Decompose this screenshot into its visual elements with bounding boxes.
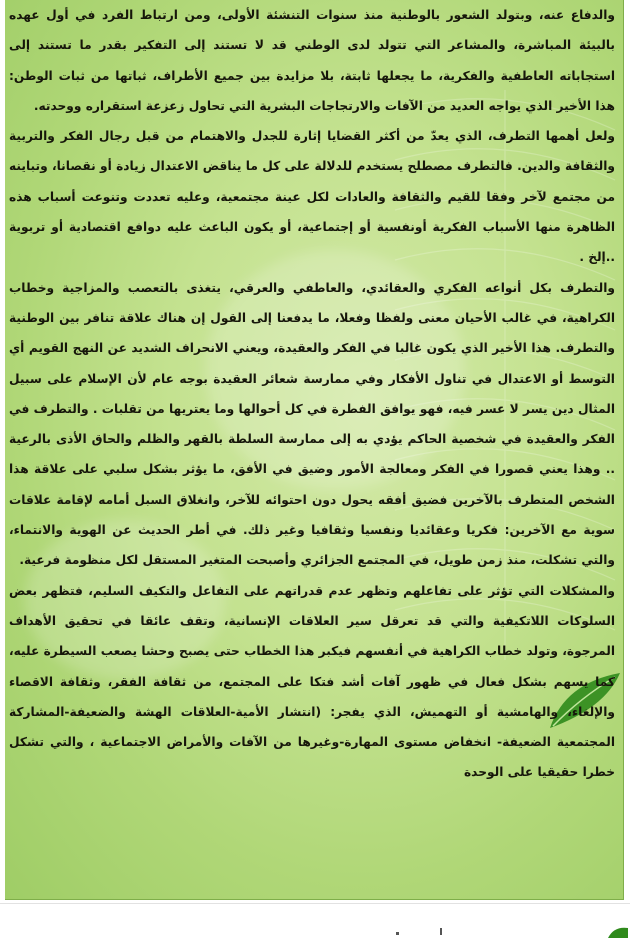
bottom-strip	[0, 903, 630, 938]
paragraph: والمشكلات التي تؤثر على تفاعلهم وتظهر عدم قدراتهم على التفاعل والتكيف السليم، فتظهر بعض السلوكات اللاتكيفية والتي قد تعرقل سير العلاقات الإنسانية، وتقف عائقا في تحقيق الأهداف المرجوة، وتولد خطاب الكراهية في أنفسهم فيكبر هذا الخطاب حتى يصبح وحشا يصعب السيطرة عليه، كما يسهم بشكل فعال في ظهور آفات أشد فتكا على المجتمع، من ثقافة الفقر، وثقافة الاقصاء والإلغاء، والهامشية أو التهميش، الذي يفجر: (انتشار الأمية-العلاقات الهشة والضعيفة-المشاركة المجتمعية الضعيفة- انخفاض مستوى المهارة-وغيرها من الآفات والأمراض الاجتماعية ، والتي تشكل خطرا حقيقيا على الوحدة	[9, 583, 615, 780]
paragraph: والدفاع عنه، وبتولد الشعور بالوطنية منذ سنوات التنشئة الأولى، ومن ارتباط الفرد في أول عهده بالبيئة المباشرة، والمشاعر التي تتولد لدى الوطني قد لا تستند إلى التفكير بقدر ما تستند إلى استجاباته العاطفية والفكرية، ما يجعلها ثابتة، بلا مزايدة بين جميع الأطراف، ثباتها من ثبات الوطن: هذا الأخير الذي يواجه العديد من الآفات والارتجاجات البشرية التي تحاول زعزعة استقراره ووحدته.	[9, 8, 615, 113]
paragraph: ولعل أهمها التطرف، الذي يعدّ من أكثر القضايا إثارة للجدل والاهتمام من قبل رجال الفكر والتربية والثقافة والدين. فالتطرف مصطلح يستخدم للدلالة على كل ما يناقض الاعتدال زيادة أو نقصانا، وتباينه من مجتمع لآخر وفقا للقيم والثقافة والعادات لكل عينة مجتمعية، وعليه تعددت وتنوعت أسباب هذه الظاهرة منها الأسباب الفكرية أونفسية أو إجتماعية، أو يكون الباعث عليه دوافع اقتصادية أو تربوية ..إلخ .	[9, 129, 615, 265]
article-body	[9, 0, 615, 788]
paragraph: والتطرف بكل أنواعه الفكري والعقائدي، والعاطفي والعرقي، يتغذى بالتعصب والمزاجية وخطاب الكراهية، في غالب الأحيان معنى ولفظا وفعلا، ما يدفعنا إلى القول إن هناك علاقة تنافر بين الوطنية والتطرف. هذا الأخير الذي يكون غالبا في الفكر والعقيدة، ويعني الانحراف الشديد عن النهج القويم أي التوسط أو الاعتدال في تناول الأفكار وفي ممارسة شعائر العقيدة بوجه عام لأن الإسلام على سبيل المثال دين يسر لا عسر فيه، فهو يوافق الفطرة في كل أحوالها وما يعتريها من تقلبات . والتطرف في الفكر والعقيدة في شخصية الحاكم يؤدي به إلى ممارسة السلطة بالقهر والظلم والحاق الأذى بالرعية .. وهذا يعني قصورا في الفكر ومعالجة الأمور وضيق في الأفق، ما يؤثر بشكل سلبي على علاقة هذا الشخص المتطرف بالآخرين فضيق أفقه يحول دون احتوائه للآخر، وانغلاق السبل أمامه لإقامة علاقات سوية مع الآخرين: فكريا وعقائديا ونفسيا وثقافيا وغير ذلك. في أطر الحديث عن الهوية والانتماء، والتي تشكلت، منذ زمن طويل، في المجتمع الجزائري وأصبحت المتغير المستقل لكل منظومة فرعية.	[9, 280, 615, 568]
partial-text-fragment	[396, 926, 456, 936]
green-brand-mark-icon	[606, 924, 628, 938]
document-page	[5, 0, 624, 900]
